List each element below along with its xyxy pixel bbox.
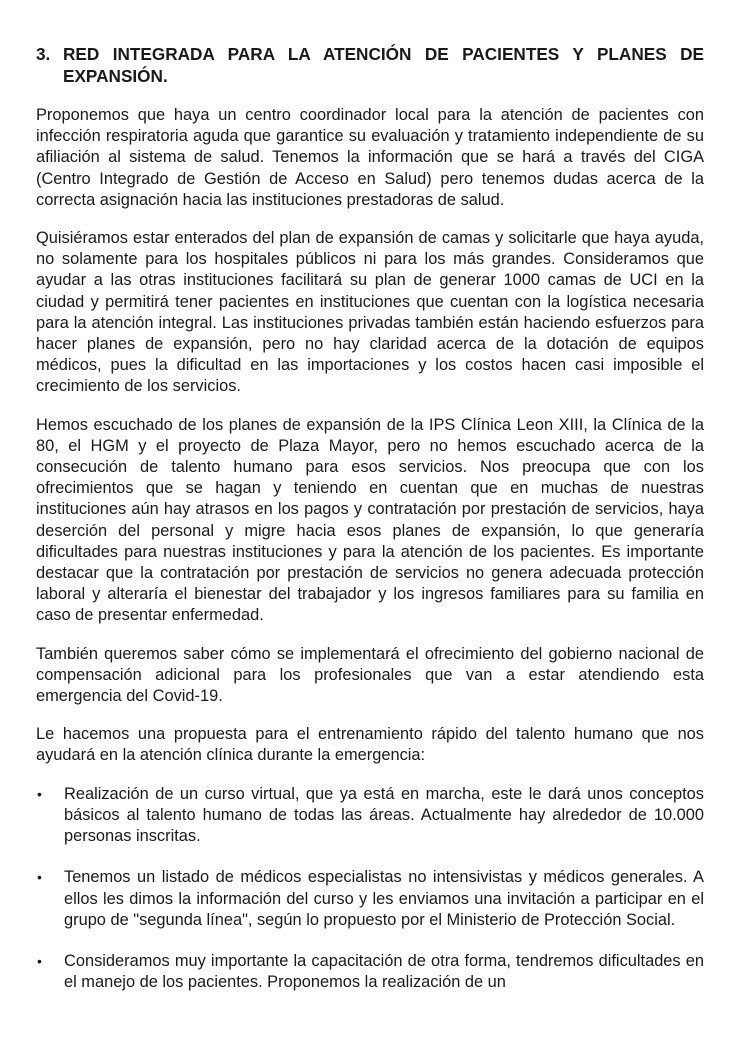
list-item	[36, 951, 704, 993]
bullet-icon: •	[37, 952, 42, 969]
list-item	[36, 867, 704, 931]
section-title: RED INTEGRADA PARA LA ATENCIÓN DE PACIENTES Y PLANES DE EXPANSIÓN.	[63, 44, 704, 86]
paragraph: También queremos saber cómo se implementará el ofrecimiento del gobierno nacional de compensación adicional para los profesionales que van a estar atendiendo esta emergencia del Covid-19.	[36, 644, 704, 706]
paragraph: Hemos escuchado de los planes de expansión de la IPS Clínica Leon XIII, la Clínica de la 80, el HGM y el proyecto de Plaza Mayor, pero no hemos escuchado acerca de la consecución de talento humano para esos servicios. Nos preocupa que con los ofrecimientos que se hagan y teniendo en cuentan que en muchas de nuestras instituciones aún hay atrasos en los pagos y contratación por prestación de servicios, haya deserción del personal y migre hacia esos planes de expansión, lo que generaría dificultades para nuestras instituciones y para la atención de los pacientes. Es importante destacar que la contratación por prestación de servicios no genera adecuada protección laboral y alteraría el bienestar del trabajador y los ingresos familiares para su familia en caso de presentar enfermedad.	[36, 415, 704, 625]
paragraph: Le hacemos una propuesta para el entrenamiento rápido del talento humano que nos ayudará en la atención clínica durante la emergencia:	[36, 725, 704, 765]
paragraph: Quisiéramos estar enterados del plan de expansión de camas y solicitarle que haya ayuda, no solamente para los hospitales públicos ni para los más grandes. Consideramos que ayudar a las otras instituciones facilitará su plan de generar 1000 camas de UCI en la ciudad y permitirá tener pacientes en instituciones que cuentan con la logística necesaria para la atención integral. Las instituciones privadas también están haciendo esfuerzos para hacer planes de expansión, pero no hay claridad acerca de la dotación de equipos médicos, pues la dificultad en las importaciones y los costos hacen casi imposible el crecimiento de los servicios.	[36, 229, 704, 396]
list-item-text: Tenemos un listado de médicos especialistas no intensivistas y médicos generales. A ellos les dimos la información del curso y les enviamos una invitación a participar en el grupo de "segunda línea", según lo propuesto por el Ministerio de Protección Social.	[64, 868, 704, 929]
bullet-list	[36, 784, 704, 994]
list-item-text: Realización de un curso virtual, que ya está en marcha, este le dará unos conceptos básicos al talento humano de todas las áreas. Actualmente hay alrededor de 10.000 personas inscritas.	[64, 784, 704, 846]
section-number: 3.	[36, 44, 51, 64]
bullet-icon: •	[37, 785, 42, 802]
list-item-text: Consideramos muy importante la capacitación de otra forma, tendremos dificultades en el manejo de los pacientes. Proponemos la realización de un	[64, 951, 704, 992]
bullet-icon: •	[37, 869, 42, 886]
section-heading	[36, 44, 704, 87]
paragraph: Proponemos que haya un centro coordinador local para la atención de pacientes con infección respiratoria aguda que garantice su evaluación y tratamiento independiente de su afiliación al sistema de salud. Tenemos la información que se hará a través del CIGA (Centro Integrado de Gestión de Acceso en Salud) pero tenemos dudas acerca de la correcta asignación hacia las instituciones prestadoras de salud.	[36, 106, 704, 209]
list-item	[36, 784, 704, 848]
